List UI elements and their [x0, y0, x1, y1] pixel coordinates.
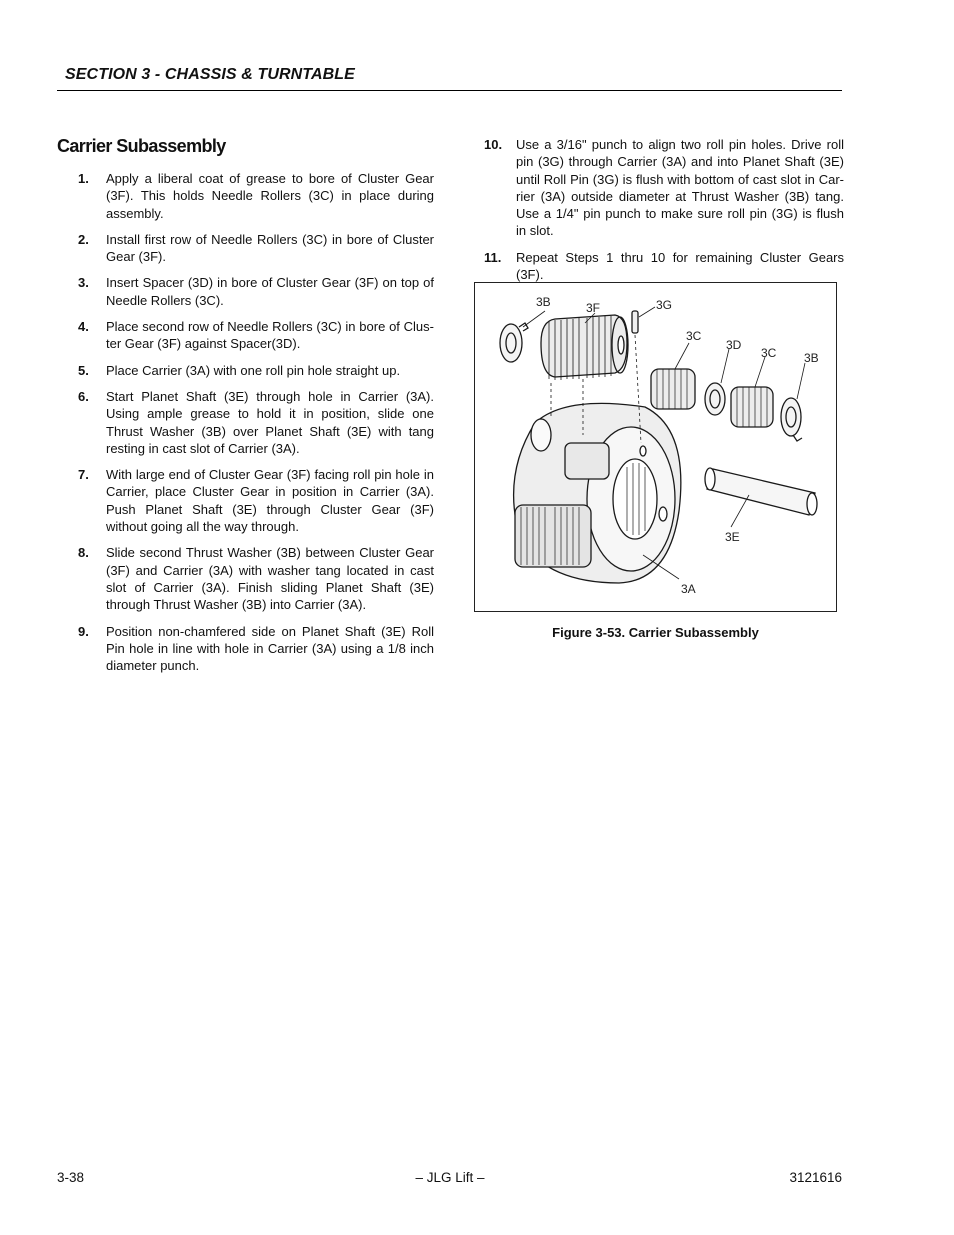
step-8: [78, 544, 434, 613]
step-text: Place second row of Needle Rollers (3C) in bore of Clus- ter Gear (3F) against Spacer(3D).: [106, 319, 434, 352]
step-text: With large end of Cluster Gear (3F) facing roll pin hole in Carrier, place Cluster Gear in position in Carrier (3A). Push Planet Shaft (3E) through Cluster Gear (3F) without going all the way through.: [106, 467, 434, 535]
callout-label: 3G: [656, 298, 673, 312]
page-heading: Carrier Subassembly: [57, 136, 226, 156]
steps-left-column: [78, 170, 434, 683]
callout-label: 3F: [586, 301, 601, 315]
carrier: [514, 403, 681, 583]
step-9: [78, 623, 434, 675]
needle-rollers-b: [731, 387, 773, 427]
steps-right-column: [484, 136, 844, 292]
step-text: Repeat Steps 1 thru 10 for remaining Cluster Gears (3F).: [516, 249, 844, 283]
exploded-view-drawing: [475, 283, 835, 610]
step-7: [78, 466, 434, 535]
step-number: 4.: [78, 319, 89, 335]
thrust-washer-left: [500, 323, 528, 362]
cluster-gear: [541, 315, 628, 380]
step-2: [78, 231, 434, 266]
step-number: 6.: [78, 388, 89, 404]
step-number: 1.: [78, 171, 89, 186]
roll-pin: [632, 311, 638, 333]
section-title: SECTION 3 - CHASSIS & TURNTABLE: [65, 66, 355, 83]
needle-rollers-a: [651, 369, 695, 409]
step-1: [78, 170, 434, 222]
step-6: [78, 388, 434, 457]
step-text: Start Planet Shaft (3E) through hole in Carrier (3A). Using ample grease to hold it in position, slide one Thrust Washer (3B) over Planet Shaft (3E) with tang resting in cast slot of Carrier (3A).: [106, 388, 434, 456]
step-text: Place Carrier (3A) with one roll pin hole straight up.: [106, 362, 401, 378]
spacer: [705, 383, 725, 415]
figure-caption: Figure 3-53. Carrier Subassembly: [552, 625, 759, 640]
step-text: Use a 3/16" punch to align two roll pin holes. Drive roll pin (3G) through Carrier (3A) and into Planet Shaft (3E) until Roll Pin (3G) is flush with bottom of cast slot in Car- rier (3A) outside diameter at Thrust Washer (3B) tang. Use a 1/4" pin punch to make sure roll pin (3G) is flush in slot.: [516, 137, 844, 239]
page-number: 3-38: [57, 1170, 85, 1185]
step-5: [78, 362, 434, 379]
step-text: Install first row of Needle Rollers (3C) in bore of Cluster Gear (3F).: [106, 231, 434, 265]
callout-label: 3A: [681, 582, 696, 596]
callout-label: 3C: [761, 346, 777, 360]
step-number: 11.: [484, 249, 502, 265]
footer-brand: – JLG Lift –: [415, 1170, 485, 1185]
step-number: 5.: [78, 362, 89, 378]
step-4: [78, 318, 434, 353]
step-number: 10.: [484, 137, 503, 152]
callout-label: 3C: [686, 329, 702, 343]
step-number: 7.: [78, 467, 89, 483]
step-text: Insert Spacer (3D) in bore of Cluster Gear (3F) on top of Needle Rollers (3C).: [106, 275, 434, 308]
callout-label: 3E: [725, 530, 740, 544]
callout-label: 3B: [804, 351, 819, 365]
step-text: Apply a liberal coat of grease to bore of Cluster Gear (3F). This holds Needle Rollers (3C) in place during assembly.: [106, 171, 434, 221]
planet-shaft: [705, 468, 817, 515]
callout-label: 3D: [726, 338, 742, 352]
step-11: [484, 249, 844, 284]
step-10: [484, 136, 844, 240]
step-number: 3.: [78, 275, 89, 291]
step-number: 2.: [78, 231, 89, 247]
step-text: Position non-chamfered side on Planet Shaft (3E) Roll Pin hole in line with hole in Carrier (3A) using a 1/8 inch diameter punch.: [106, 623, 434, 674]
step-number: 9.: [78, 623, 89, 639]
step-text: Slide second Thrust Washer (3B) between Cluster Gear (3F) and Carrier (3A) with washer tang located in cast slot of Carrier (3A). Finish sliding Planet Shaft (3E) through Thrust Washer (3B) into Carrier (3A).: [106, 545, 434, 613]
thrust-washer-right: [781, 398, 802, 441]
document-number: 3121616: [789, 1170, 842, 1185]
step-number: 8.: [78, 545, 89, 561]
callout-label: 3B: [536, 295, 551, 309]
section-header: [57, 64, 842, 91]
carrier-subassembly-figure: [474, 282, 837, 612]
step-3: [78, 274, 434, 309]
